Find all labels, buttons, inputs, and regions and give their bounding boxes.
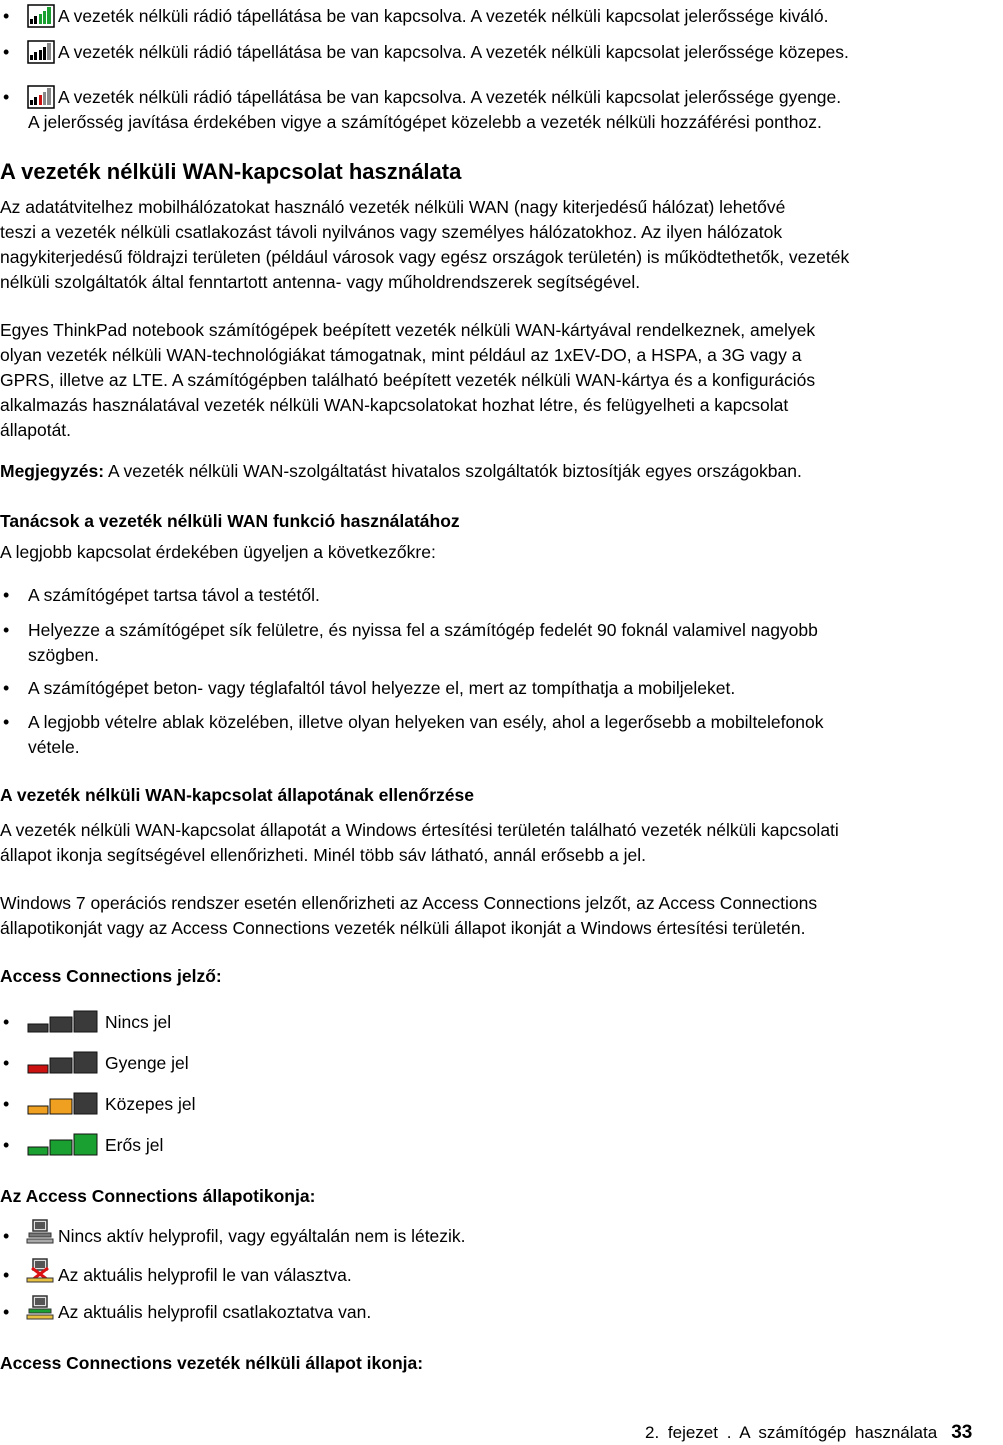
page-number: 33 — [951, 1422, 973, 1443]
weak-signal-gauge-icon — [27, 1051, 99, 1075]
bullet — [10, 98, 11, 99]
list-item-text: A vezeték nélküli rádió tápellátása be van kapcsolva. A vezeték nélküli kapcsolat jelerőssége közepes. — [58, 42, 849, 62]
paragraph — [0, 318, 1003, 443]
subsection-heading: Tanácsok a vezeték nélküli WAN funkció használatához — [0, 511, 460, 531]
strong-signal-gauge-icon — [27, 1133, 99, 1157]
bullet — [10, 689, 11, 690]
list-item-text: A számítógépet tartsa távol a testétől. — [28, 585, 320, 605]
list-item-text: Helyezze a számítógépet sík felületre, és nyissa fel a számítógép fedelét 90 foknál valamivel nagyobb — [28, 620, 818, 640]
gauge-label: Közepes jel — [105, 1094, 196, 1114]
bullet — [10, 53, 11, 54]
paragraph-line: Egyes ThinkPad notebook számítógépek beépített vezeték nélküli WAN-kártyával rendelkeznek, amelyek — [0, 320, 816, 340]
section-heading: A vezeték nélküli WAN-kapcsolat használata — [0, 159, 462, 184]
bullet — [10, 1023, 11, 1024]
state-label: Az aktuális helyprofil csatlakoztatva van. — [58, 1302, 372, 1322]
medium-signal-gauge-icon — [27, 1092, 99, 1116]
paragraph-line: A vezeték nélküli WAN-kapcsolat állapotát a Windows értesítési területén található vezeték nélküli kapcsolati — [0, 820, 839, 840]
paragraph-line: alkalmazás használatával vezeték nélküli WAN-kapcsolatokat hozhat létre, és felügyelheti a kapcsolat — [0, 395, 789, 415]
signal-weak-icon — [27, 85, 55, 109]
paragraph-line: Az adatátvitelhez mobilhálózatokat használó vezeték nélküli WAN (nagy kiterjedésű hálózat) lehetővé — [0, 197, 786, 217]
paragraph: A legjobb kapcsolat érdekében ügyeljen a következőkre: — [0, 542, 436, 562]
subsection-heading: Az Access Connections állapotikonja: — [0, 1186, 316, 1206]
paragraph-line: állapot ikonja segítségével ellenőrizheti. Minél több sáv látható, annál erősebb a jel. — [0, 845, 646, 865]
note-label: Megjegyzés: — [0, 461, 105, 481]
bullet — [10, 631, 11, 632]
bullet — [10, 1064, 11, 1065]
paragraph-line: olyan vezeték nélküli WAN-technológiákat támogatnak, mint például az 1xEV-DO, a HSPA, a 3G vagy a — [0, 345, 802, 365]
no-profile-computer-icon — [26, 1218, 54, 1246]
bullet — [10, 723, 11, 724]
list-item-text: A jelerősség javítása érdekében vigye a számítógépet közelebb a vezeték nélküli hozzáférési ponthoz. — [28, 112, 822, 132]
bullet — [10, 1313, 11, 1314]
paragraph-line: Windows 7 operációs rendszer esetén ellenőrizheti az Access Connections jelzőt, az Access Connections — [0, 893, 818, 913]
list-item — [0, 1300, 1003, 1326]
paragraph — [0, 195, 1003, 295]
bullet — [10, 1237, 11, 1238]
paragraph-line: teszi a vezeték nélküli csatlakozást távoli nyilvános vagy személyes hálózatokhoz. Az ilyen hálózatok — [0, 222, 783, 242]
paragraph-line: állapotát. — [0, 420, 72, 440]
list-item-text: A számítógépet beton- vagy téglafaltól távol helyezze el, mert az tompíthatja a mobiljeleket. — [28, 678, 736, 698]
list-item — [0, 4, 1003, 29]
bullet — [10, 17, 11, 18]
list-item-text: A vezeték nélküli rádió tápellátása be van kapcsolva. A vezeték nélküli kapcsolat jelerőssége gyenge. — [58, 87, 842, 107]
gauge-label: Gyenge jel — [105, 1053, 189, 1073]
list-item — [0, 1010, 1003, 1036]
paragraph-line: GPRS, illetve az LTE. A számítógépben található beépített vezeték nélküli WAN-kártya és a konfigurációs — [0, 370, 816, 390]
gauge-label: Erős jel — [105, 1135, 164, 1155]
paragraph — [0, 891, 1003, 941]
footer-chapter: 2. fejezet . A számítógép használata — [645, 1423, 938, 1442]
state-label: Az aktuális helyprofil le van választva. — [58, 1265, 352, 1285]
list-item — [0, 1263, 1003, 1289]
bullet — [10, 1276, 11, 1277]
signal-medium-icon — [27, 40, 55, 64]
subsection-heading: Access Connections jelző: — [0, 966, 222, 986]
no-signal-gauge-icon — [27, 1010, 99, 1034]
bullet — [10, 1146, 11, 1147]
list-item — [0, 1224, 1003, 1250]
gauge-label: Nincs jel — [105, 1012, 172, 1032]
paragraph-line: állapotikonját vagy az Access Connections vezeték nélküli állapot ikonját a Windows értesítési területén. — [0, 918, 806, 938]
list-item — [0, 1092, 1003, 1118]
subsection-heading: A vezeték nélküli WAN-kapcsolat állapotának ellenőrzése — [0, 785, 474, 805]
list-item-text: A vezeték nélküli rádió tápellátása be van kapcsolva. A vezeték nélküli kapcsolat jelerőssége kiváló. — [58, 6, 829, 26]
disconnected-profile-computer-icon — [26, 1257, 54, 1285]
bullet — [10, 596, 11, 597]
paragraph — [0, 818, 1003, 868]
note-text: A vezeték nélküli WAN-szolgáltatást hivatalos szolgáltatók biztosítják egyes országokban. — [104, 461, 802, 481]
bullet — [10, 1105, 11, 1106]
subsection-heading: Access Connections vezeték nélküli állapot ikonja: — [0, 1353, 424, 1373]
list-item — [0, 40, 1003, 65]
list-item-text: vétele. — [28, 737, 80, 757]
signal-excellent-icon — [27, 4, 55, 28]
list-item — [0, 1133, 1003, 1159]
list-item-text: A legjobb vételre ablak közelében, illetve olyan helyeken van esély, ahol a legerősebb a mobiltelefonok — [28, 712, 824, 732]
connected-profile-computer-icon — [26, 1294, 54, 1322]
note — [0, 459, 1003, 484]
list-item — [0, 1051, 1003, 1077]
paragraph-line: nélküli szolgáltatók által fenntartott antenna- vagy műholdrendszerek segítségével. — [0, 272, 641, 292]
page-footer — [645, 1420, 972, 1445]
paragraph-line: nagykiterjedésű földrajzi területen (például városok vagy egész országok területén) is működtethetők, vezeték — [0, 247, 850, 267]
state-label: Nincs aktív helyprofil, vagy egyáltalán nem is létezik. — [58, 1226, 466, 1246]
list-item-text: szögben. — [28, 645, 100, 665]
list-item — [0, 85, 1003, 135]
